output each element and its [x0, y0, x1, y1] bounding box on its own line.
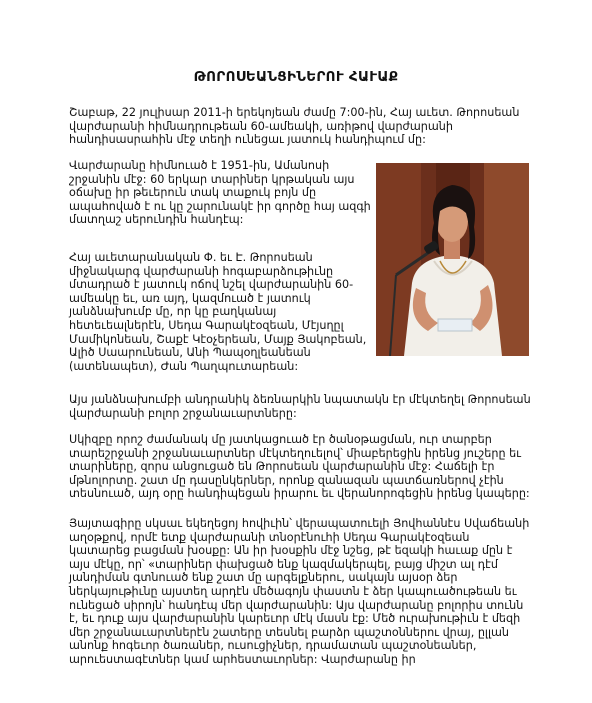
paragraph-committee: Հայ աւետարանական Փ. եւ Է. Թորոսեան միջնակարգ վարժարանի հոգաբարձութիւնը մտադրած է յատուկ ոճով նշել վարժարանին 60-ամեակը եւ, առ այդ, կազմուած է յատուկ յանձնախումբ մը, որ կը բաղկանայ հետեւեալներէն, Սեդա Գարակէօզեան, Մէյսղըլ Մամիկոնեան, Շաքէ Կէօչերեան, Մայք Յակոբեան, Ալիծ Սաարունեան, Անի Պապօղլեանեան (ատենապետ), Ժան Պաղպուտարեան:: [69, 251, 367, 373]
article-title: ԹՈՐՈՍԵԱՆՑԻՆԵՐՈՒ ՀԱՒԱՔ: [193, 69, 399, 85]
speaker-photo-illustration: [376, 163, 529, 356]
paragraph-history: Վարժարանը հիմնուած է 1951-ին, Ամանոսի շրջանին մէջ: 60 երկար տարիներ կրթական այս օճախը իր թեւերուն տակ տաքուկ բոյն մը ապահոված է ու կը շարունակէ իր գործը հայ ազգի մատղաշ սերունդին հանդէպ:: [69, 159, 371, 227]
paragraph-reunion: Սկիզբը որոշ ժամանակ մը յատկացուած էր ծանօթացման, ուր տարբեր տարեշրջանի շրջանաւարտներ մէկտեղուելով՝ միաբերեցին իրենց յուշերը եւ տարիները, զորս անցուցած են Թորոսեան վարժարանին մէջ: Հաճելի էր մթնոլորտը. շատ մը դասընկերներ, որոնք զանազան պատճառներով չէին տեսնուած, այդ օրը հանդիպեցան իրարու եւ վերանորոգեցին իրենց կապերը:: [69, 433, 530, 501]
paragraph-purpose: Այս յանձնախումբի անդրանիկ ձեռնարկին նպատակն էր մէկտեղել Թորոսեան վարժարանի բոլոր շրջանաւարտները:: [69, 393, 531, 420]
paragraph-program: Յայտագիրը սկսաւ եկեղեցոյ հովիւին՝ վերապատուելի Յովհաննէս Սվաճեանի աղօթքով, որմէ ետք վարժարանի տնօրէնուհի Սեդա Գարակէօզեան կատարեց բացման խօսքը: Ան իր խօսքին մէջ նշեց, թէ եզակի հաւաք մըն է այս մէկը, որ՝ «տարիներ փախցած ենք կազմակերպել, բայց միշտ ալ դէմ յանդիման գտնուած ենք շատ մը արգելքներու, սակայն այսօր ձեր ներկայութիւնը այստեղ արդէն մեծագոյն փաստն է ձեր կապուածութեան եւ ունեցած սիրոյն՝ հանդէպ մեր վարժարանին: Այս վարժարանը բոլորիս տունն է, եւ դուք այս վարժարանին կարեւոր մէկ մասն էք: Մեծ ուրախութիւն է մեզի մեր շրջանաւարտներէն շատերը տեսնել բարձր պաշտօններու վրայ, ըլլան անոնք հոգեւոր ծառաներ, ուսուցիչներ, դրամատան պաշտօնեաներ, արուեստագէտներ կամ արհեստաւորներ: Վարժարանը իր: [69, 517, 530, 666]
paragraph-intro: Շաբաթ, 22 յուլիսար 2011-ի երեկոյեան ժամը 7:00-ին, Հայ աւետ. Թորոսեան վարժարանի հիմնադրութեան 60-ամեակի, առիթով վարժարանի հանդիսասրահին մէջ տեղի ունեցաւ յատուկ հանդիպում մը:: [69, 106, 520, 147]
speaker-photo: [376, 163, 529, 356]
